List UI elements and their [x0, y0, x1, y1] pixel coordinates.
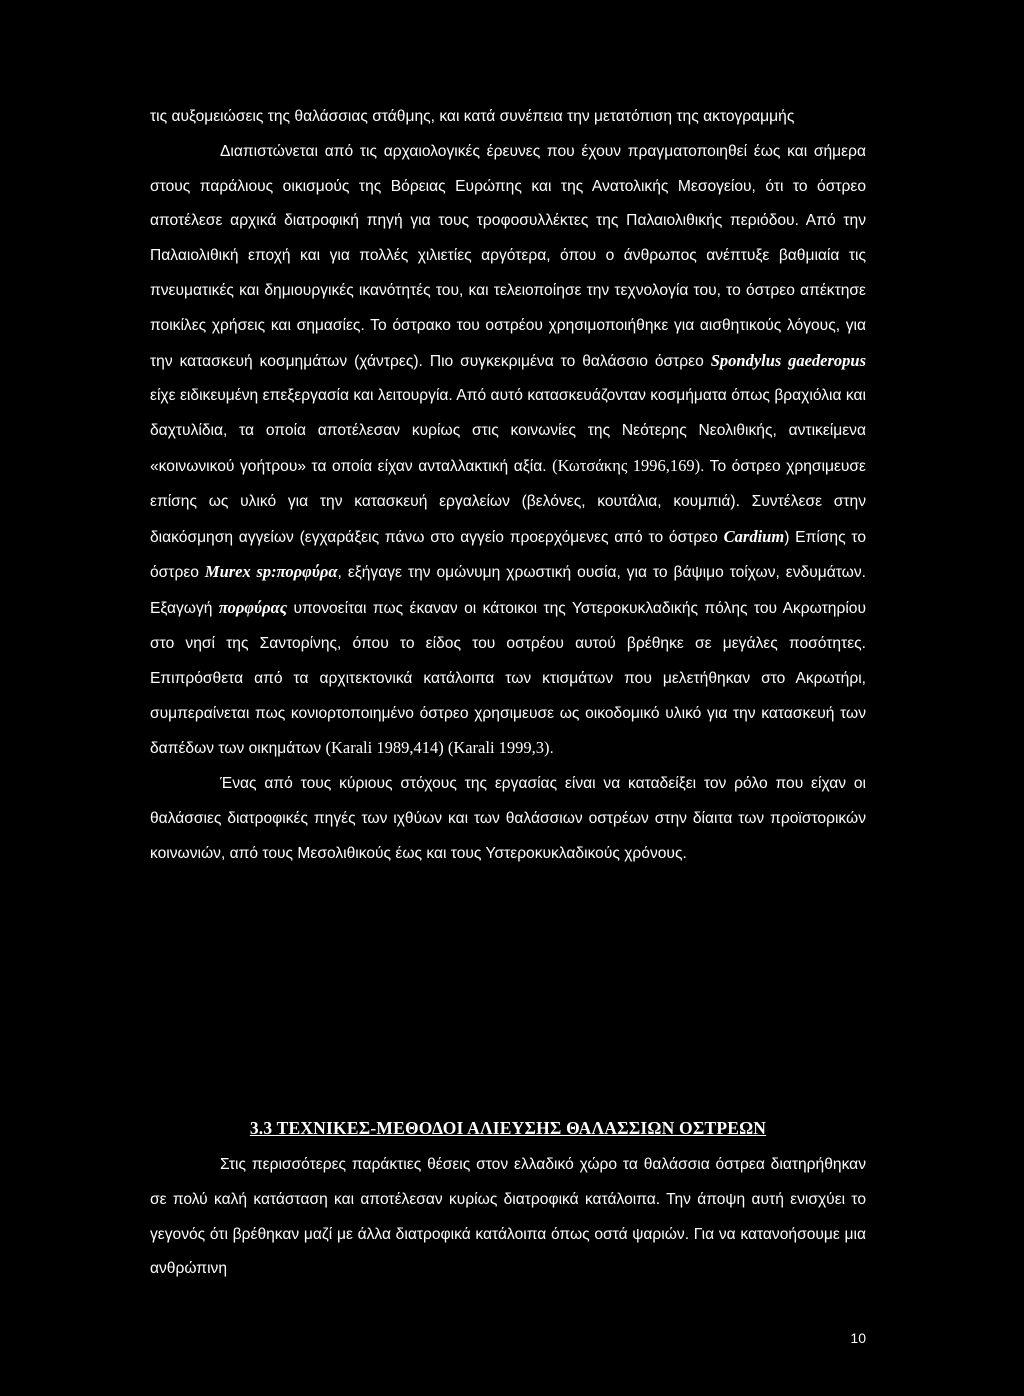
paragraph-1: τις αυξομειώσεις της θαλάσσιας στάθμης, και κατά συνέπεια την μετατόπιση της ακτογραμμής — [150, 108, 795, 125]
species-spondylus: Spondylus gaederopus — [710, 350, 866, 370]
citation-kotsakis: (Κωτσάκης 1996,169) — [552, 455, 701, 475]
body-text-lower — [150, 1148, 866, 1287]
paragraph-2 — [150, 135, 866, 767]
paragraph-2-part-e: , εξήγαγε την ομώνυμη χρωστική ουσία, για το βάψιμο τοίχων, ενδυμάτων. Εξαγωγή — [150, 564, 866, 618]
paragraph-2-part-f: υπονοείται πως έκαναν οι κάτοικοι της Υστεροκυκλαδικής πόλης του Ακρωτηρίου στο νησί της Σαντορίνης, όπου το είδος του οστρέου αυτού βρέθηκε σε μεγάλες ποσότητες. Επιπρόσθετα από τα αρχιτεκτονικά κατάλοιπα των κτισμάτων που μελετήθηκαν στο Ακρωτήρι, συμπεραίνεται πως κονιορτοποιημένο όστρεο χρησιμευσε ως οικοδομικό υλικό για την κατασκευή των δαπέδων των οικημάτων — [150, 600, 866, 758]
paragraph-2-part-a: Διαπιστώνεται από τις αρχαιολογικές έρευνες που έχουν πραγματοποιηθεί έως και σήμερα στους παράλιους οικισμούς της Βόρειας Ευρώπης και της Ανατολικής Μεσογείου, ότι το όστρεο αποτέλεσε αρχικά διατροφική πηγή για τους τροφοσυλλέκτες της Παλαιολιθικής περιόδου. Από την Παλαιολιθική εποχή και για πολλές χιλιετίες αργότερα, όπου ο άνθρωπος ανέπτυξε βαθμιαία τις πνευματικές και δημιουργικές ικανότητές του, και τελειοποίησε την τεχνολογία του, το όστρεο απέκτησε ποικίλες χρήσεις και σημασίες. Το όστρακο του οστρέου χρησιμοποιήθηκε για αισθητικούς λόγους, για την κατασκευή κοσμημάτων (χάντρες). Πιο συγκεκριμένα το θαλάσσιο όστρεο — [150, 142, 866, 370]
paragraph-3: Ένας από τους κύριους στόχους της εργασίας είναι να καταδείξει τον ρόλο που είχαν οι θαλάσσιες διατροφικές πηγές των ιχθύων και των θαλάσσιων οστρέων στην δίαιτα των προϊστορικών κοινωνιών, από τους Μεσολιθικούς έως και τους Υστεροκυκλαδικούς χρόνους. — [150, 775, 866, 862]
paragraph-2-part-c: . Το όστρεο χρησιμευσε επίσης ως υλικό για την κατασκευή εργαλείων (βελόνες, κουτάλια, κουμπιά). Συντέλεσε στην διακόσμηση αγγείων (εγχαράξεις πάνω στο αγγείο προερχόμενες από το όστρεο — [150, 457, 867, 546]
term-porfyras: πορφύρας — [218, 598, 288, 618]
body-text-upper — [150, 100, 866, 872]
section-heading: 3.3 ΤΕΧΝΙΚΕΣ-ΜΕΘΟΔΟΙ ΑΛΙΕΥΣΗΣ ΘΑΛΑΣΣΙΩΝ ΟΣΤΡΕΩΝ — [249, 1118, 767, 1138]
species-cardium: Cardium — [723, 526, 785, 546]
paragraph-4: Στις περισσότερες παράκτιες θέσεις στον ελλαδικό χώρο τα θαλάσσια όστρεα διατηρήθηκαν σε πολύ καλή κατάσταση και αποτέλεσαν κυρίως διατροφικά κατάλοιπα. Την άποψη αυτή ενισχύει το γεγονός ότι βρέθηκαν μαζί με άλλα διατροφικά κατάλοιπα όπως οστά ψαριών. Για να κατανοήσουμε μια ανθρώπινη — [150, 1156, 866, 1278]
page-number: 10 — [850, 1330, 866, 1346]
species-murex: Murex sp:πορφύρα — [204, 562, 338, 582]
paragraph-2-part-g: . — [549, 740, 554, 758]
paragraph-2-part-b: είχε ειδικευμένη επεξεργασία και λειτουργία. Από αυτό κατασκευάζονταν κοσμήματα όπως βραχιόλια και δαχτυλίδια, τα οποία αποτέλεσαν κυρίως στις κοινωνίες της Νεότερης Νεολιθικής, αντικείμενα «κοινωνικού γοήτρου» τα οποία είχαν ανταλλακτική αξία. — [150, 387, 866, 475]
paragraph-2-part-d: ) Επίσης το όστρεο — [150, 528, 867, 582]
citation-karali: (Karali 1989,414) (Karali 1999,3) — [325, 738, 550, 758]
